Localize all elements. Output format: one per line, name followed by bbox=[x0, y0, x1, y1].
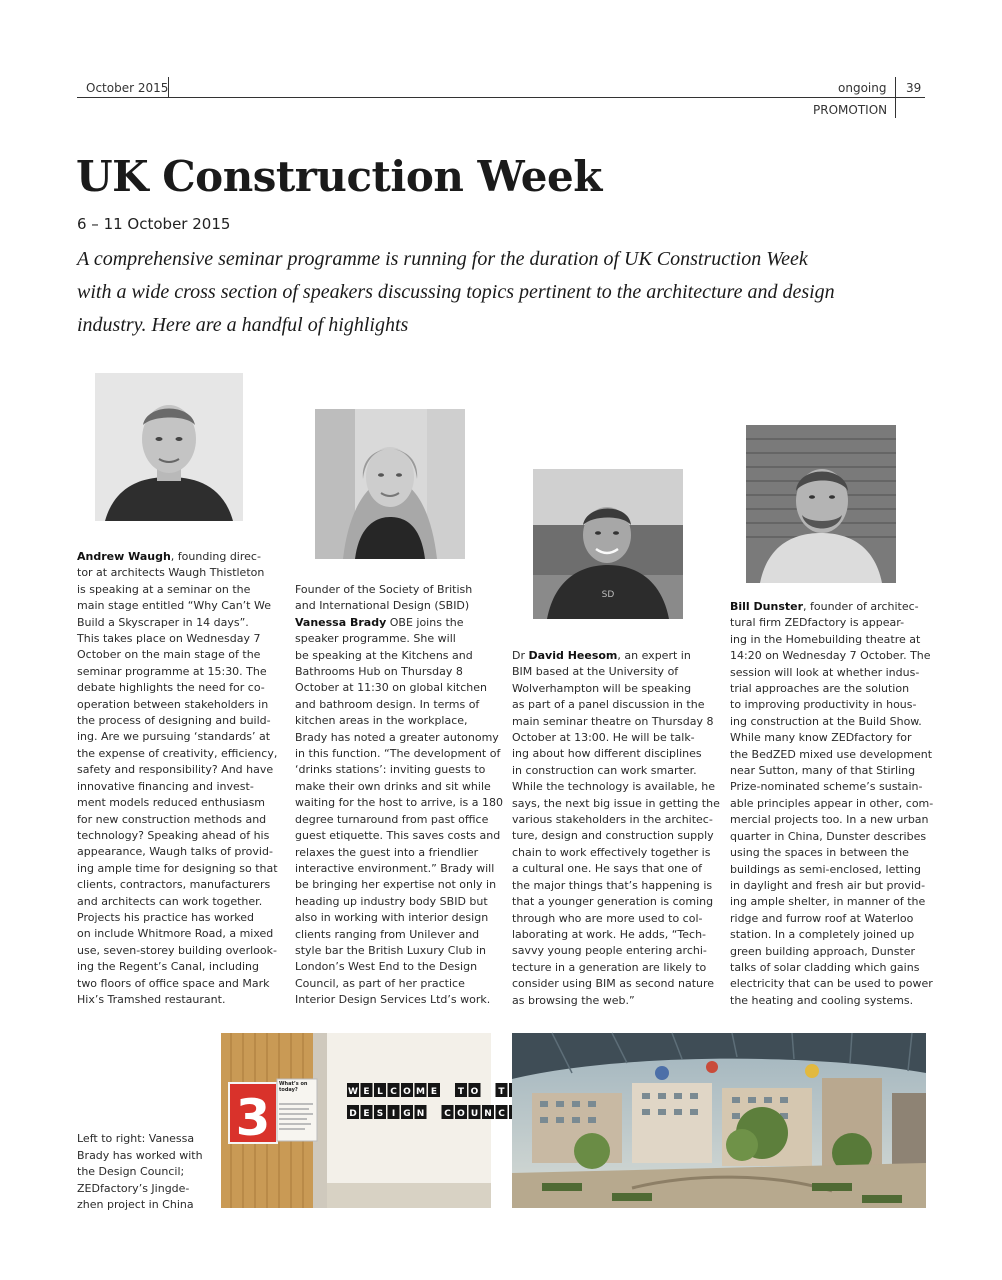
speaker-column-waugh bbox=[77, 549, 277, 1008]
body-line: that a younger generation is coming bbox=[512, 895, 714, 909]
sign-letter: O bbox=[457, 1109, 465, 1119]
body-line: the expense of creativity, efficiency, bbox=[77, 746, 278, 760]
body-line: style bar the British Luxury Club in bbox=[295, 943, 486, 957]
body-line: savvy young people entering archi- bbox=[512, 944, 707, 958]
body-line: a cultural one. He says that one of bbox=[512, 862, 703, 876]
category-label: PROMOTION bbox=[813, 103, 888, 117]
body-line: appearance, Waugh talks of provid- bbox=[77, 845, 273, 859]
sign-letter: C bbox=[390, 1087, 397, 1097]
sign-letter: T bbox=[457, 1087, 465, 1097]
speaker-column-brady bbox=[295, 582, 504, 1009]
body-line: session will look at whether indus- bbox=[730, 665, 920, 679]
body-line: be speaking at the Kitchens and bbox=[295, 648, 473, 662]
body-line: on include Whitmore Road, a mixed bbox=[77, 927, 274, 941]
sign-letter: U bbox=[470, 1109, 479, 1119]
body-line: is speaking at a seminar on the bbox=[77, 582, 251, 596]
body-line: , founder of architec- bbox=[803, 600, 919, 613]
speaker-name: David Heesom bbox=[528, 649, 618, 662]
floor-number: 3 bbox=[235, 1089, 271, 1147]
body-line: While the technology is available, he bbox=[512, 780, 716, 794]
portrait-bill-dunster bbox=[746, 425, 896, 583]
standfirst-line: industry. Here are a handful of highlights bbox=[77, 314, 409, 336]
body-line: clients ranging from Unilever and bbox=[295, 927, 480, 941]
body-line: speaker programme. She will bbox=[295, 632, 456, 646]
sign-letter: C bbox=[498, 1109, 505, 1119]
sign-letter: O bbox=[470, 1087, 479, 1097]
speaker-column-dunster bbox=[730, 599, 934, 1009]
body-line: ture, design and construction supply bbox=[512, 829, 714, 843]
body-line: OBE joins the bbox=[386, 615, 464, 629]
body-line: buildings as semi-enclosed, letting bbox=[730, 862, 922, 876]
body-line: various stakeholders in the architec- bbox=[512, 813, 713, 827]
sign-letter: G bbox=[403, 1109, 411, 1119]
body-line: ing. Are we pursuing ‘standards’ at bbox=[77, 730, 271, 744]
body-line: ing ample shelter, in manner of the bbox=[730, 895, 926, 909]
caption-line: Left to right: Vanessa bbox=[77, 1132, 195, 1145]
name-prefix: Dr bbox=[512, 649, 529, 662]
body-line: technology? Speaking ahead of his bbox=[77, 828, 270, 842]
sign-letter: T bbox=[498, 1087, 505, 1097]
body-line: tor at architects Waugh Thistleton bbox=[77, 566, 265, 580]
speaker-name: Bill Dunster bbox=[730, 600, 804, 613]
body-line: BIM based at the University of bbox=[512, 665, 679, 679]
sign-letter: I bbox=[391, 1109, 396, 1119]
sign-letter: E bbox=[430, 1087, 438, 1097]
body-line: ridge and furrow roof at Waterloo bbox=[730, 911, 914, 925]
sign-letter: M bbox=[416, 1087, 425, 1097]
body-line: main seminar theatre on Thursday 8 bbox=[512, 714, 714, 728]
body-line: chain to work effectively together is bbox=[512, 845, 711, 859]
body-line: in construction can work smarter. bbox=[512, 763, 697, 777]
body-line: seminar programme at 15:30. The bbox=[77, 664, 267, 678]
body-line: interactive environment.” Brady will bbox=[295, 861, 495, 875]
body-line: debate highlights the need for co- bbox=[77, 681, 265, 695]
body-line: to improving productivity in hous- bbox=[730, 698, 917, 712]
body-line: October at 13:00. He will be talk- bbox=[512, 731, 695, 745]
header-divider bbox=[168, 77, 169, 98]
body-line: and bathroom design. In terms of bbox=[295, 697, 480, 711]
portrait-andrew-waugh bbox=[95, 373, 243, 521]
article-title: UK Construction Week bbox=[76, 152, 602, 201]
body-line: operation between stakeholders in bbox=[77, 697, 269, 711]
body-line: Council, as part of her practice bbox=[295, 976, 465, 990]
body-line: talks of solar cladding which gains bbox=[730, 960, 920, 974]
body-line: October on the main stage of the bbox=[77, 648, 261, 662]
body-line: degree turnaround from past office bbox=[295, 812, 489, 826]
body-line: able principles appear in other, com- bbox=[730, 796, 934, 810]
body-line: laborating at work. He adds, “Tech- bbox=[512, 927, 707, 941]
body-line: , founding direc- bbox=[170, 550, 261, 563]
body-line: innovative financing and invest- bbox=[77, 779, 254, 793]
sign-letter: N bbox=[484, 1109, 492, 1119]
body-line: Founder of the Society of British bbox=[295, 583, 473, 596]
body-line: two floors of office space and Mark bbox=[77, 976, 270, 990]
body-line: This takes place on Wednesday 7 bbox=[77, 632, 261, 646]
header-rule bbox=[77, 97, 925, 98]
body-line: also in working with interior design bbox=[295, 911, 489, 925]
body-line: Hix’s Tramshed restaurant. bbox=[77, 992, 226, 1006]
page-number: 39 bbox=[906, 81, 922, 95]
body-line: Brady has noted a greater autonomy bbox=[295, 730, 499, 744]
body-line: and architects can work together. bbox=[77, 894, 263, 908]
sign-letter: N bbox=[416, 1109, 425, 1119]
body-line: make their own drinks and sit while bbox=[295, 779, 491, 793]
body-line: October at 11:30 on global kitchen bbox=[295, 681, 488, 695]
body-line: ‘drinks stations’: inviting guests to bbox=[295, 763, 486, 777]
body-line: for new construction methods and bbox=[77, 812, 267, 826]
body-line: in daylight and fresh air but provid- bbox=[730, 878, 926, 892]
body-line: safety and responsibility? And have bbox=[77, 763, 274, 777]
sign-letter: E bbox=[363, 1109, 370, 1119]
body-line: the BedZED mixed use development bbox=[730, 747, 933, 761]
body-line: guest etiquette. This saves costs and bbox=[295, 829, 501, 843]
photo-caption bbox=[77, 1131, 203, 1214]
body-line: Wolverhampton will be speaking bbox=[512, 681, 692, 695]
speaker-column-heesom bbox=[512, 648, 720, 1009]
body-line: mercial projects too. In a new urban bbox=[730, 813, 929, 827]
body-line: using the spaces in between the bbox=[730, 846, 909, 860]
body-line: clients, contractors, manufacturers bbox=[77, 878, 271, 892]
section-label: ongoing bbox=[838, 81, 887, 95]
standfirst-line: A comprehensive seminar programme is running for the duration of UK Construction Week bbox=[77, 248, 808, 270]
body-line: heading up industry body SBID but bbox=[295, 894, 488, 908]
body-line: Build a Skyscraper in 14 days”. bbox=[77, 615, 249, 629]
body-line: as browsing the web.” bbox=[512, 993, 635, 1007]
body-line: electricity that can be used to power bbox=[730, 977, 933, 991]
body-line: use, seven-storey building overlook- bbox=[77, 943, 277, 957]
body-line: waiting for the host to arrive, is a 180 bbox=[295, 796, 504, 810]
body-line: While many know ZEDfactory for bbox=[730, 731, 912, 745]
caption-line: ZEDfactory’s Jingde- bbox=[77, 1181, 190, 1195]
caption-line: the Design Council; bbox=[77, 1165, 185, 1178]
body-line: as part of a panel discussion in the bbox=[512, 698, 705, 712]
body-line: tecture in a generation are likely to bbox=[512, 960, 707, 974]
body-line: Bathrooms Hub on Thursday 8 bbox=[295, 665, 463, 679]
body-line: in this function. “The development of bbox=[295, 747, 501, 761]
body-line: ing construction at the Build Show. bbox=[730, 714, 922, 728]
body-line: kitchen areas in the workplace, bbox=[295, 714, 468, 728]
body-line: consider using BIM as second nature bbox=[512, 977, 715, 991]
body-line: Interior Design Services Ltd’s work. bbox=[295, 993, 491, 1007]
photo-design-council bbox=[221, 1033, 505, 1208]
speaker-name: Andrew Waugh bbox=[77, 550, 171, 563]
event-dates: 6 – 11 October 2015 bbox=[77, 215, 231, 233]
body-line: ment models reduced enthusiasm bbox=[77, 796, 266, 810]
standfirst-line: with a wide cross section of speakers discussing topics pertinent to the architecture and design bbox=[77, 281, 835, 303]
body-line: Prize-nominated scheme’s sustain- bbox=[730, 780, 923, 794]
body-line: ing the Regent’s Canal, including bbox=[77, 960, 260, 974]
body-line: station. In a completely joined up bbox=[730, 928, 915, 942]
issue-date: October 2015 bbox=[86, 81, 169, 95]
speaker-name: Vanessa Brady bbox=[295, 615, 387, 629]
portrait-vanessa-brady bbox=[315, 409, 465, 559]
body-line: , an expert in bbox=[617, 649, 691, 662]
body-line: ing ample time for designing so that bbox=[77, 861, 278, 875]
body-line: relaxes the guest into a friendlier bbox=[295, 845, 479, 859]
body-line: be bringing her expertise not only in bbox=[295, 878, 497, 892]
body-line: the major things that’s happening is bbox=[512, 878, 713, 892]
sign-letter: S bbox=[376, 1109, 384, 1119]
photo-zedfactory-jingdezhen bbox=[512, 1033, 926, 1208]
body-line: tural firm ZEDfactory is appear- bbox=[730, 616, 905, 630]
caption-line: zhen project in China bbox=[77, 1198, 194, 1211]
sign-letter: E bbox=[363, 1087, 370, 1097]
body-line: and International Design (SBID) bbox=[295, 599, 470, 613]
body-line: green building approach, Dunster bbox=[730, 944, 916, 958]
sign-letter: D bbox=[349, 1109, 357, 1119]
body-line: main stage entitled “Why Can’t We bbox=[77, 599, 271, 613]
standfirst bbox=[77, 243, 877, 342]
body-line: trial approaches are the solution bbox=[730, 682, 910, 696]
body-line: ing in the Homebuilding theatre at bbox=[730, 632, 921, 646]
portrait-david-heesom bbox=[533, 469, 683, 619]
body-line: near Sutton, many of that Stirling bbox=[730, 764, 916, 778]
body-line: 14:20 on Wednesday 7 October. The bbox=[730, 649, 931, 663]
caption-line: Brady has worked with bbox=[77, 1148, 203, 1162]
body-line: London’s West End to the Design bbox=[295, 960, 478, 974]
body-line: the heating and cooling systems. bbox=[730, 993, 914, 1007]
sign-letter: C bbox=[444, 1109, 451, 1119]
body-line: Projects his practice has worked bbox=[77, 910, 255, 924]
body-line: through who are more used to col- bbox=[512, 911, 703, 925]
poster-title: What’s on today? bbox=[279, 1081, 308, 1093]
sign-letter: W bbox=[348, 1087, 358, 1097]
svg-text:SD: SD bbox=[601, 590, 615, 600]
body-line: the process of designing and build- bbox=[77, 714, 271, 728]
body-line: quarter in China, Dunster describes bbox=[730, 829, 927, 843]
body-line: says, the next big issue in getting the bbox=[512, 796, 720, 810]
sign-letter: O bbox=[403, 1087, 411, 1097]
sign-letter: L bbox=[377, 1087, 383, 1097]
body-line: ing about how different disciplines bbox=[512, 747, 702, 761]
page-number-divider bbox=[895, 77, 896, 118]
